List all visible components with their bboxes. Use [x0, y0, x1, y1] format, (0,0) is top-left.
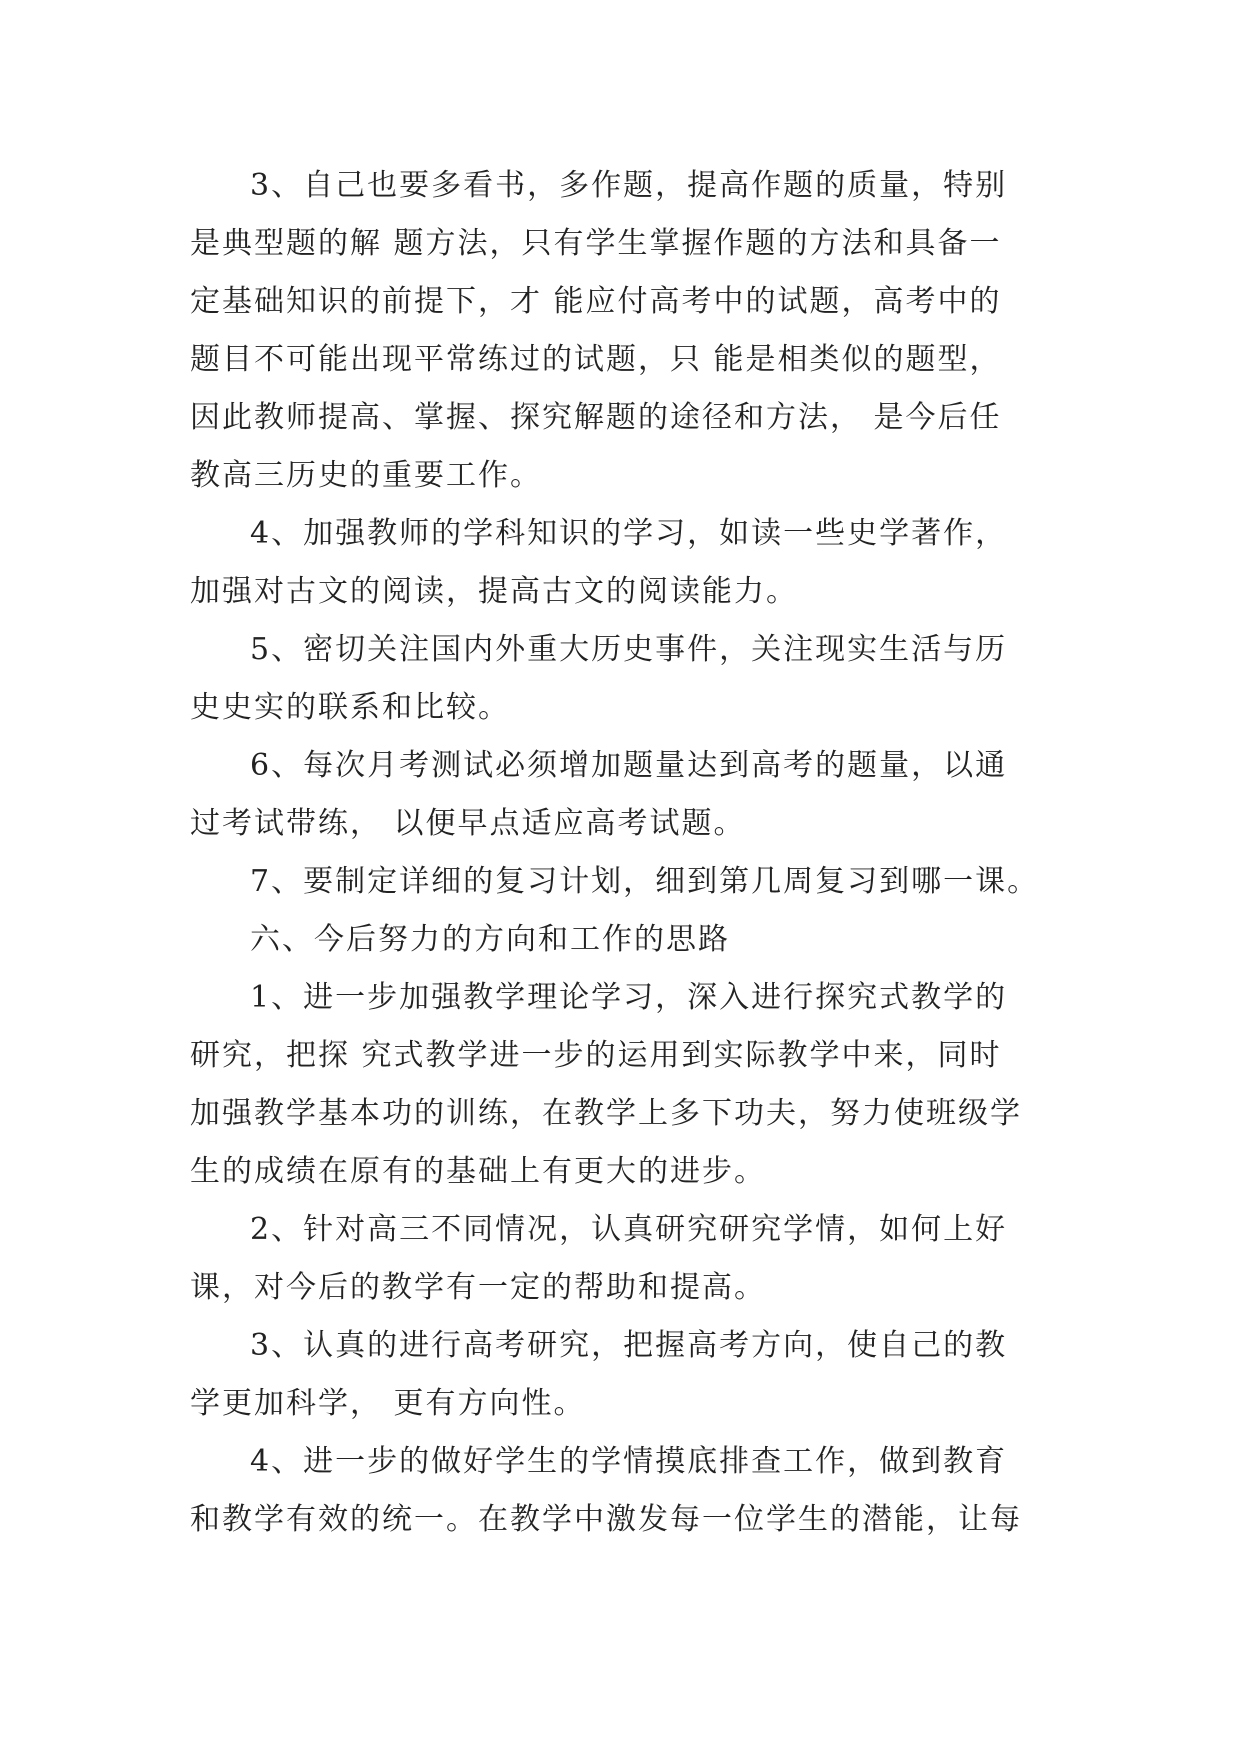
text-line: 定基础知识的前提下，才 能应付高考中的试题，高考中的: [190, 284, 1002, 319]
text-line: 和教学有效的统一。在教学中激发每一位学生的潜能，让每: [190, 1502, 1022, 1537]
text-line: 因此教师提高、掌握、探究解题的途径和方法， 是今后任: [190, 400, 1002, 435]
text-line: 3、认真的进行高考研究，把握高考方向，使自己的教: [250, 1328, 1008, 1363]
text-line: 2、针对高三不同情况，认真研究研究学情，如何上好: [250, 1212, 1008, 1247]
text-line: 7、要制定详细的复习计划，细到第几周复习到哪一课。: [250, 864, 1040, 899]
text-line: 生的成绩在原有的基础上有更大的进步。: [190, 1154, 766, 1189]
text-line: 教高三历史的重要工作。: [190, 458, 542, 493]
text-line: 加强对古文的阅读，提高古文的阅读能力。: [190, 574, 798, 609]
text-line: 4、加强教师的学科知识的学习，如读一些史学著作，: [250, 516, 1008, 551]
text-line: 是典型题的解 题方法，只有学生掌握作题的方法和具备一: [190, 226, 1002, 261]
document-body: [190, 157, 1070, 1549]
text-line: 课，对今后的教学有一定的帮助和提高。: [190, 1270, 766, 1305]
text-line: 学更加科学， 更有方向性。: [190, 1386, 586, 1421]
text-line: 研究，把探 究式教学进一步的运用到实际教学中来，同时: [190, 1038, 1002, 1073]
section-heading: 六、今后努力的方向和工作的思路: [250, 922, 730, 957]
text-line: 3、自己也要多看书，多作题，提高作题的质量，特别: [250, 168, 1008, 203]
text-line: 题目不可能出现平常练过的试题，只 能是相类似的题型，: [190, 342, 1002, 377]
text-line: 4、进一步的做好学生的学情摸底排查工作，做到教育: [250, 1444, 1008, 1479]
text-line: 加强教学基本功的训练，在教学上多下功夫，努力使班级学: [190, 1096, 1022, 1131]
text-line: 5、密切关注国内外重大历史事件，关注现实生活与历: [250, 632, 1008, 667]
text-line: 过考试带练， 以便早点适应高考试题。: [190, 806, 746, 841]
text-line: 1、进一步加强教学理论学习，深入进行探究式教学的: [250, 980, 1008, 1015]
text-line: 6、每次月考测试必须增加题量达到高考的题量，以通: [250, 748, 1008, 783]
text-line: 史史实的联系和比较。: [190, 690, 510, 725]
